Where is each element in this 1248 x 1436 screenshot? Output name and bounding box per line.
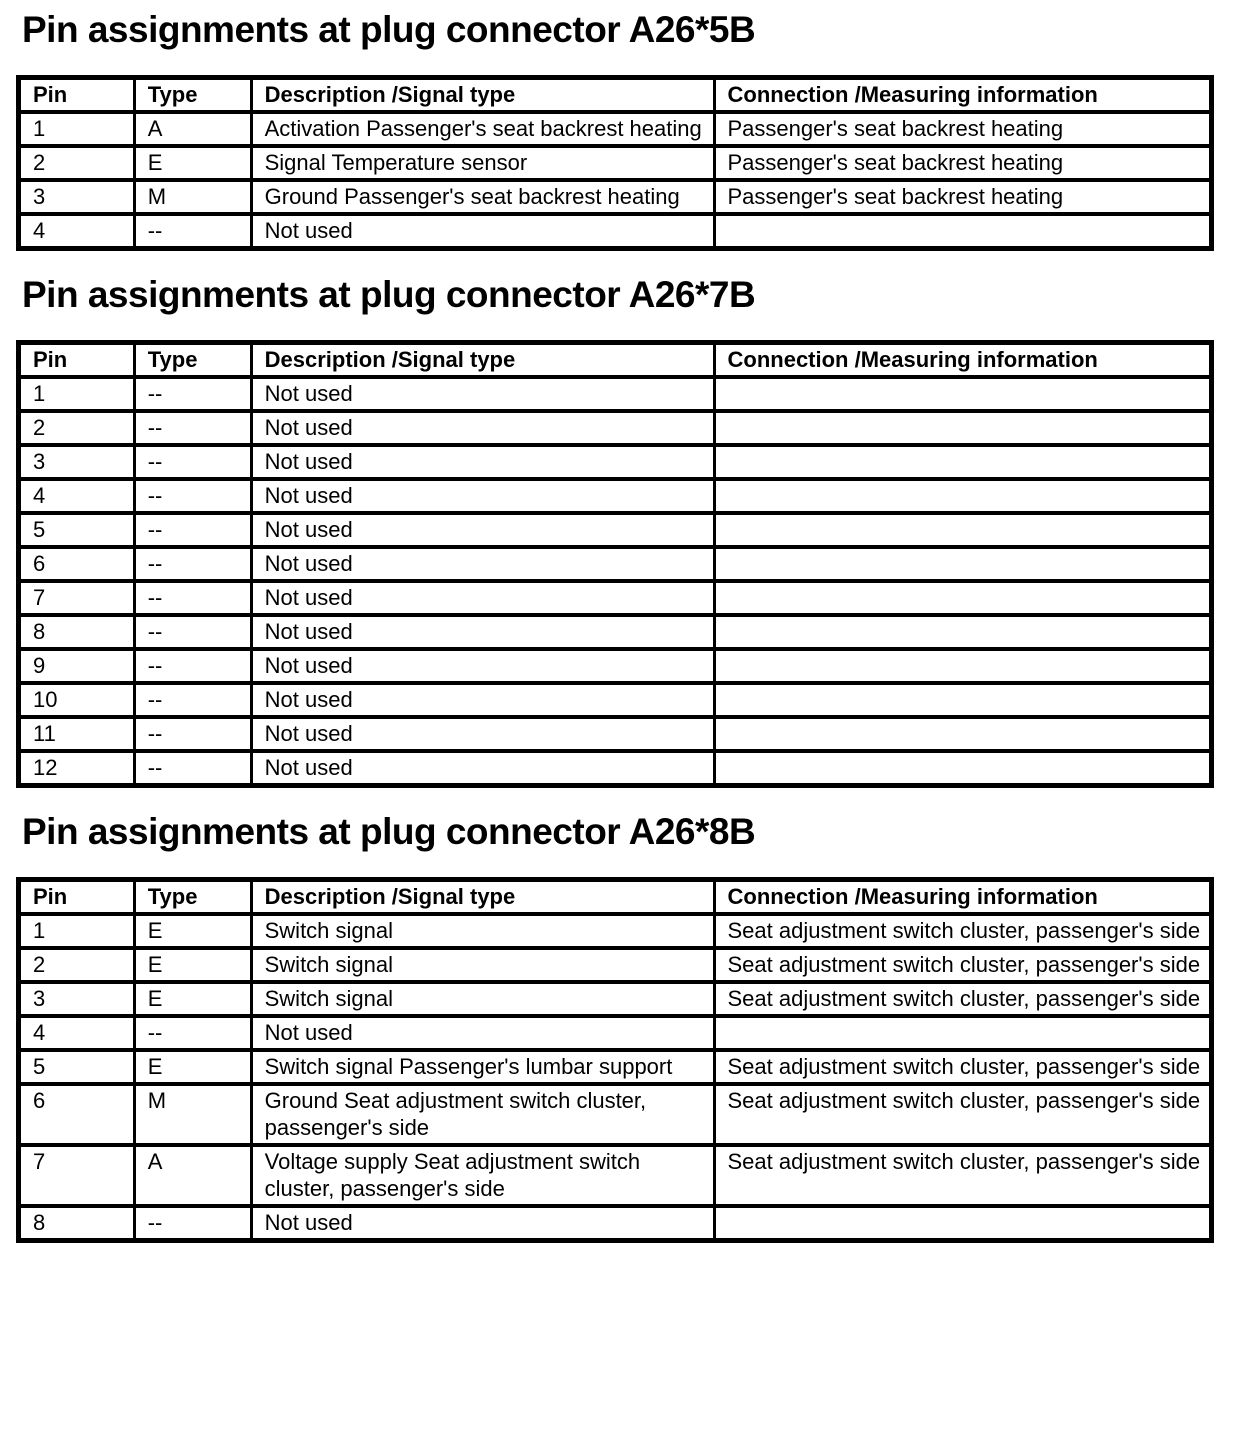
cell-connection: [714, 1206, 1212, 1241]
cell-pin: 12: [19, 751, 135, 786]
cell-pin: 4: [19, 479, 135, 513]
cell-type: M: [134, 180, 251, 214]
cell-type: --: [134, 581, 251, 615]
cell-type: A: [134, 1145, 251, 1206]
cell-pin: 1: [19, 112, 135, 146]
pin-assignment-table: [16, 75, 1214, 251]
section-connector-a26-7b: [16, 273, 1214, 788]
table-row: [19, 982, 1212, 1016]
cell-connection: Passenger's seat backrest heating: [714, 112, 1212, 146]
table-header: [19, 343, 1212, 378]
section-title: Pin assignments at plug connector A26*5B: [22, 9, 756, 50]
cell-connection: Seat adjustment switch cluster, passenger's side: [714, 1050, 1212, 1084]
cell-connection: [714, 615, 1212, 649]
cell-type: --: [134, 751, 251, 786]
cell-pin: 3: [19, 180, 135, 214]
cell-connection: [714, 1016, 1212, 1050]
cell-pin: 6: [19, 1084, 135, 1145]
cell-description: Not used: [251, 214, 714, 249]
cell-pin: 3: [19, 982, 135, 1016]
cell-connection: Seat adjustment switch cluster, passenger's side: [714, 914, 1212, 948]
cell-pin: 2: [19, 948, 135, 982]
cell-pin: 6: [19, 547, 135, 581]
cell-pin: 1: [19, 377, 135, 411]
table-row: [19, 146, 1212, 180]
cell-type: --: [134, 615, 251, 649]
cell-pin: 7: [19, 581, 135, 615]
cell-connection: [714, 445, 1212, 479]
cell-pin: 11: [19, 717, 135, 751]
table-row: [19, 112, 1212, 146]
cell-description: Switch signal: [251, 948, 714, 982]
cell-type: E: [134, 146, 251, 180]
table-body: [19, 377, 1212, 786]
cell-type: --: [134, 513, 251, 547]
cell-connection: [714, 649, 1212, 683]
cell-description: Voltage supply Seat adjustment switch cluster, passenger's side: [251, 1145, 714, 1206]
column-header-description: Description /Signal type: [251, 343, 714, 378]
table-row: [19, 1084, 1212, 1145]
cell-connection: [714, 513, 1212, 547]
table-row: [19, 411, 1212, 445]
section-title: Pin assignments at plug connector A26*7B: [22, 274, 756, 315]
table-body: [19, 112, 1212, 249]
cell-connection: [714, 581, 1212, 615]
cell-pin: 2: [19, 411, 135, 445]
table-header: [19, 880, 1212, 915]
cell-description: Not used: [251, 1016, 714, 1050]
column-header-connection: Connection /Measuring information: [714, 343, 1212, 378]
cell-description: Activation Passenger's seat backrest heating: [251, 112, 714, 146]
table-row: [19, 1206, 1212, 1241]
table-row: [19, 751, 1212, 786]
column-header-connection: Connection /Measuring information: [714, 880, 1212, 915]
table-row: [19, 547, 1212, 581]
cell-connection: Passenger's seat backrest heating: [714, 146, 1212, 180]
column-header-description: Description /Signal type: [251, 78, 714, 113]
column-header-pin: Pin: [19, 78, 135, 113]
table-header: [19, 78, 1212, 113]
table-row: [19, 1050, 1212, 1084]
cell-type: --: [134, 1016, 251, 1050]
cell-pin: 3: [19, 445, 135, 479]
cell-connection: Seat adjustment switch cluster, passenger's side: [714, 948, 1212, 982]
cell-connection: [714, 377, 1212, 411]
cell-description: Not used: [251, 1206, 714, 1241]
cell-description: Ground Seat adjustment switch cluster, passenger's side: [251, 1084, 714, 1145]
cell-pin: 10: [19, 683, 135, 717]
table-row: [19, 479, 1212, 513]
cell-connection: [714, 717, 1212, 751]
cell-type: --: [134, 717, 251, 751]
header-row: [19, 343, 1212, 378]
cell-type: --: [134, 479, 251, 513]
cell-description: Switch signal Passenger's lumbar support: [251, 1050, 714, 1084]
cell-description: Not used: [251, 615, 714, 649]
column-header-type: Type: [134, 78, 251, 113]
table-row: [19, 1145, 1212, 1206]
cell-description: Not used: [251, 751, 714, 786]
cell-pin: 5: [19, 1050, 135, 1084]
cell-connection: Seat adjustment switch cluster, passenger's side: [714, 982, 1212, 1016]
cell-connection: [714, 479, 1212, 513]
column-header-description: Description /Signal type: [251, 880, 714, 915]
cell-description: Ground Passenger's seat backrest heating: [251, 180, 714, 214]
cell-pin: 8: [19, 615, 135, 649]
cell-connection: [714, 411, 1212, 445]
cell-type: --: [134, 445, 251, 479]
cell-description: Not used: [251, 717, 714, 751]
table-row: [19, 683, 1212, 717]
cell-type: --: [134, 547, 251, 581]
cell-type: E: [134, 1050, 251, 1084]
cell-description: Not used: [251, 683, 714, 717]
table-row: [19, 214, 1212, 249]
column-header-type: Type: [134, 343, 251, 378]
cell-description: Not used: [251, 479, 714, 513]
cell-description: Not used: [251, 547, 714, 581]
cell-description: Not used: [251, 581, 714, 615]
cell-description: Switch signal: [251, 914, 714, 948]
cell-pin: 1: [19, 914, 135, 948]
cell-pin: 2: [19, 146, 135, 180]
cell-type: E: [134, 948, 251, 982]
cell-description: Switch signal: [251, 982, 714, 1016]
cell-connection: [714, 214, 1212, 249]
table-row: [19, 445, 1212, 479]
cell-connection: Seat adjustment switch cluster, passenger's side: [714, 1145, 1212, 1206]
table-body: [19, 914, 1212, 1241]
cell-description: Not used: [251, 377, 714, 411]
table-row: [19, 513, 1212, 547]
table-row: [19, 914, 1212, 948]
cell-description: Not used: [251, 649, 714, 683]
table-row: [19, 377, 1212, 411]
table-row: [19, 581, 1212, 615]
cell-pin: 9: [19, 649, 135, 683]
cell-type: --: [134, 411, 251, 445]
cell-type: A: [134, 112, 251, 146]
pin-assignment-table: [16, 877, 1214, 1243]
cell-description: Signal Temperature sensor: [251, 146, 714, 180]
cell-connection: [714, 547, 1212, 581]
header-row: [19, 880, 1212, 915]
section-title: Pin assignments at plug connector A26*8B: [22, 811, 756, 852]
cell-pin: 4: [19, 1016, 135, 1050]
column-header-connection: Connection /Measuring information: [714, 78, 1212, 113]
column-header-pin: Pin: [19, 880, 135, 915]
cell-connection: Passenger's seat backrest heating: [714, 180, 1212, 214]
column-header-type: Type: [134, 880, 251, 915]
cell-type: --: [134, 649, 251, 683]
table-row: [19, 615, 1212, 649]
cell-connection: Seat adjustment switch cluster, passenger's side: [714, 1084, 1212, 1145]
header-row: [19, 78, 1212, 113]
cell-type: E: [134, 982, 251, 1016]
cell-type: --: [134, 1206, 251, 1241]
cell-connection: [714, 751, 1212, 786]
table-row: [19, 948, 1212, 982]
cell-connection: [714, 683, 1212, 717]
pin-assignment-table: [16, 340, 1214, 788]
cell-type: M: [134, 1084, 251, 1145]
section-connector-a26-8b: [16, 810, 1214, 1243]
cell-pin: 8: [19, 1206, 135, 1241]
cell-description: Not used: [251, 513, 714, 547]
cell-type: E: [134, 914, 251, 948]
cell-pin: 4: [19, 214, 135, 249]
section-connector-a26-5b: [16, 8, 1214, 251]
column-header-pin: Pin: [19, 343, 135, 378]
cell-description: Not used: [251, 445, 714, 479]
table-row: [19, 649, 1212, 683]
cell-description: Not used: [251, 411, 714, 445]
cell-type: --: [134, 214, 251, 249]
cell-pin: 5: [19, 513, 135, 547]
cell-pin: 7: [19, 1145, 135, 1206]
table-row: [19, 180, 1212, 214]
cell-type: --: [134, 683, 251, 717]
table-row: [19, 717, 1212, 751]
cell-type: --: [134, 377, 251, 411]
table-row: [19, 1016, 1212, 1050]
